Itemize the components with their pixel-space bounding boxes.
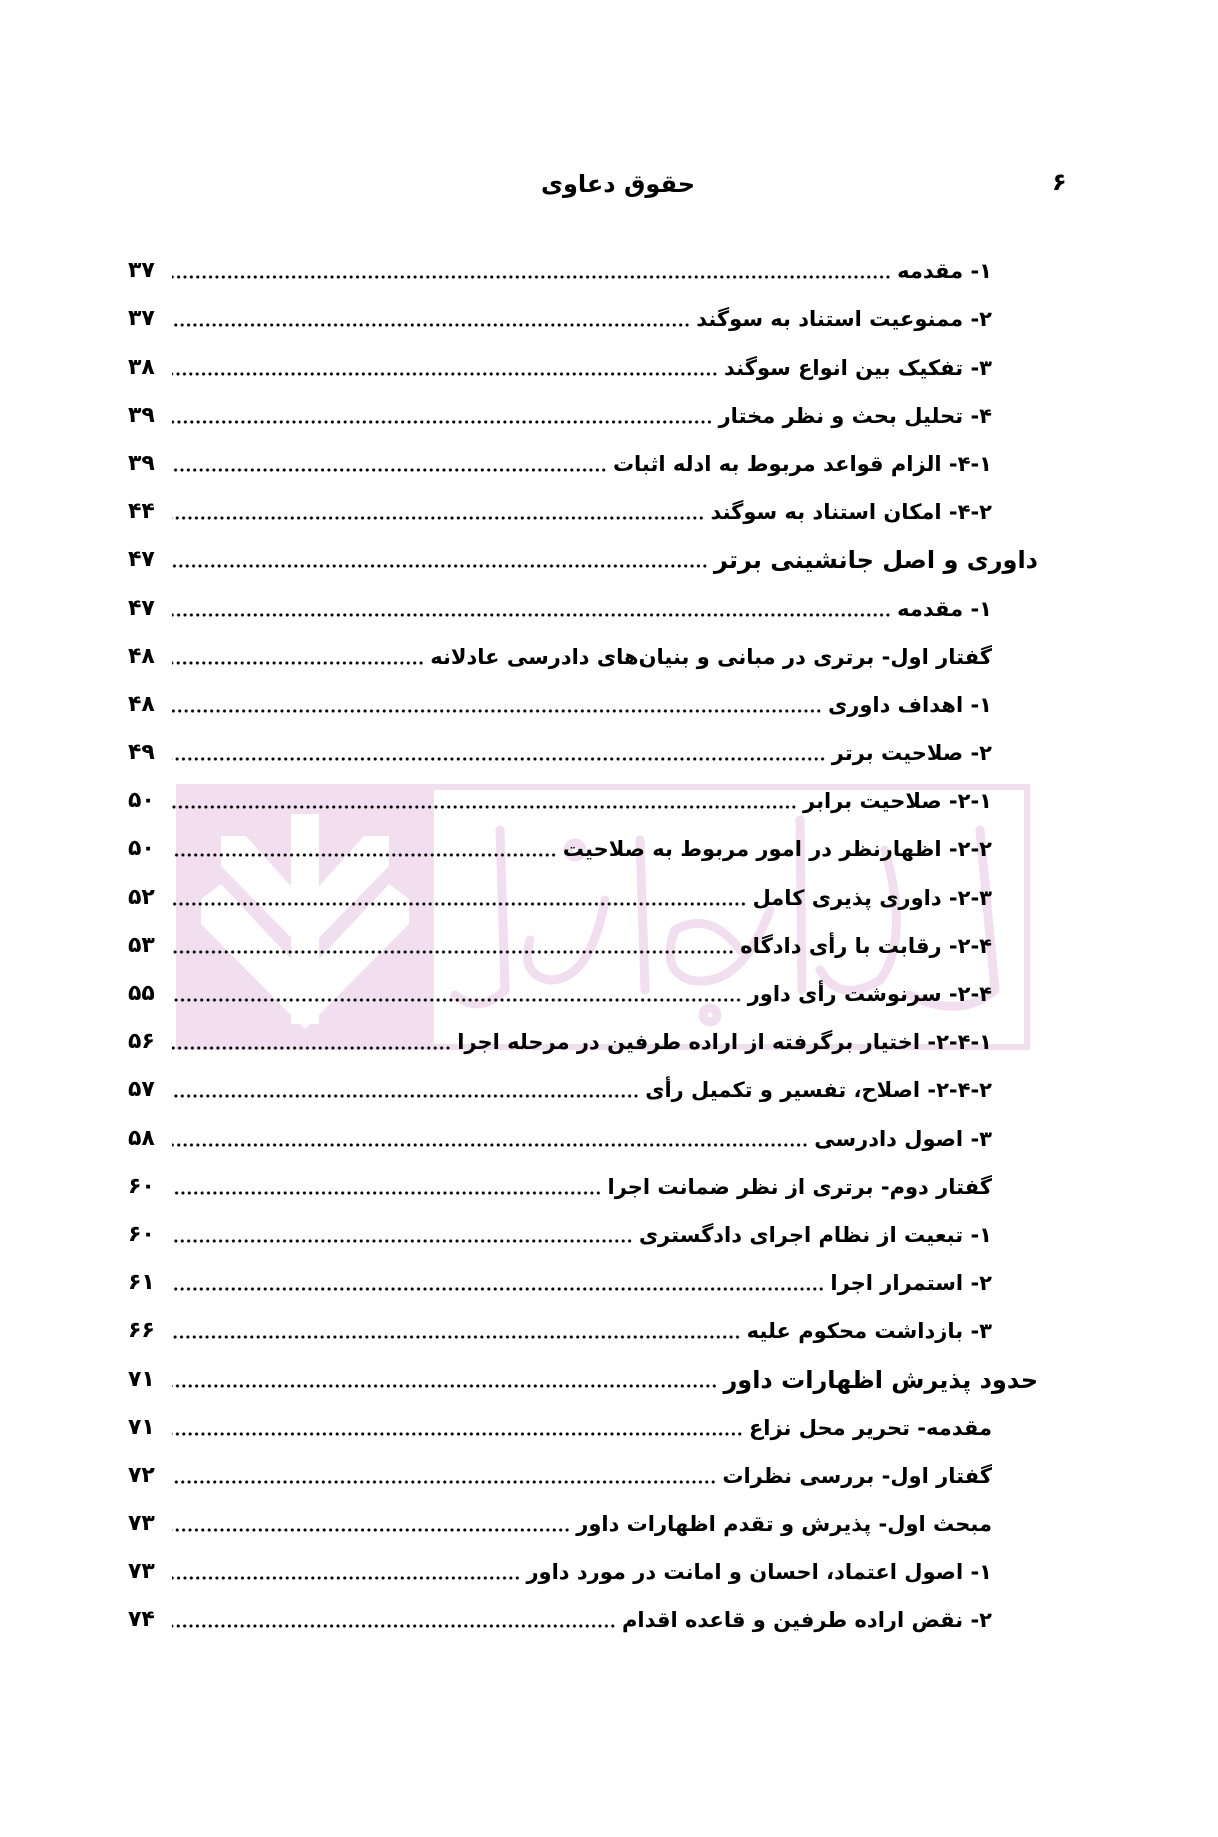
toc-entry bbox=[128, 334, 1038, 382]
toc-entry bbox=[128, 1057, 1038, 1105]
dot-leader bbox=[172, 804, 797, 810]
toc-entry-page: ۴۷ bbox=[128, 595, 155, 621]
dot-leader bbox=[172, 1431, 743, 1437]
toc-entry-title: گفتار اول- برتری در مبانی و بنیان‌های دادرسی عادلانه bbox=[430, 644, 992, 669]
toc-entry-page: ۵۲ bbox=[128, 884, 155, 910]
toc-entry bbox=[128, 575, 1038, 623]
toc-entry bbox=[128, 286, 1038, 334]
toc-entry-title: ۲-۳- داوری پذیری کامل bbox=[752, 885, 992, 910]
dot-leader bbox=[172, 1479, 716, 1485]
toc-entry-title: ۳- تفکیک بین انواع سوگند bbox=[724, 355, 992, 380]
toc-entry-page: ۵۳ bbox=[128, 932, 155, 958]
toc-entry-page: ۷۱ bbox=[128, 1366, 155, 1392]
table-of-contents bbox=[128, 238, 1038, 1635]
dot-leader bbox=[172, 563, 708, 569]
toc-entry-page: ۶۱ bbox=[128, 1270, 155, 1296]
dot-leader bbox=[172, 756, 826, 762]
toc-entry-title: گفتار اول- بررسی نظرات bbox=[722, 1463, 992, 1488]
dot-leader bbox=[172, 1575, 520, 1581]
toc-entry-page: ۵۷ bbox=[128, 1077, 155, 1103]
toc-entry-page: ۴۸ bbox=[128, 643, 155, 669]
toc-entry-title: ۴- تحلیل بحث و نظر مختار bbox=[718, 403, 992, 428]
toc-entry bbox=[128, 479, 1038, 527]
dot-leader bbox=[172, 1238, 633, 1244]
toc-entry-page: ۵۸ bbox=[128, 1125, 155, 1151]
toc-entry bbox=[128, 672, 1038, 720]
toc-entry bbox=[128, 238, 1038, 286]
toc-entry-page: ۳۷ bbox=[128, 258, 155, 284]
dot-leader bbox=[172, 419, 713, 425]
dot-leader bbox=[172, 997, 742, 1003]
toc-entry bbox=[128, 1250, 1038, 1298]
toc-entry-page: ۵۰ bbox=[128, 836, 155, 862]
toc-entry-page: ۳۸ bbox=[128, 354, 155, 380]
toc-entry-title: داوری و اصل جانشینی برتر bbox=[714, 546, 1038, 575]
toc-entry bbox=[128, 1202, 1038, 1250]
toc-entry bbox=[128, 1105, 1038, 1153]
toc-entry-page: ۵۰ bbox=[128, 788, 155, 814]
toc-entry bbox=[128, 816, 1038, 864]
dot-leader bbox=[172, 1286, 824, 1292]
toc-entry-title: ۲- نقض اراده طرفین و قاعده اقدام bbox=[621, 1608, 992, 1633]
toc-entry-title: ۳- بازداشت محکوم علیه bbox=[746, 1319, 992, 1344]
running-header-title: حقوق دعاوی bbox=[540, 170, 696, 198]
dot-leader bbox=[172, 708, 822, 714]
dot-leader bbox=[172, 660, 424, 666]
toc-entry-title: ۱- تبعیت از نظام اجرای دادگستری bbox=[638, 1222, 992, 1247]
toc-entry-title: ۱- مقدمه bbox=[897, 259, 992, 284]
toc-entry bbox=[128, 1009, 1038, 1057]
toc-entry-title: ۱- اصول اعتماد، احسان و امانت در مورد داور bbox=[526, 1560, 992, 1585]
toc-entry-page: ۳۹ bbox=[128, 450, 155, 476]
toc-entry-title: ۲-۴-۱- اختیار برگرفته از اراده طرفین در مرحله اجرا bbox=[457, 1030, 992, 1055]
toc-entry bbox=[128, 1539, 1038, 1587]
dot-leader bbox=[172, 1334, 741, 1340]
toc-entry bbox=[128, 431, 1038, 479]
dot-leader bbox=[172, 1527, 570, 1533]
dot-leader bbox=[172, 1623, 616, 1629]
toc-entry-page: ۷۴ bbox=[128, 1607, 155, 1633]
toc-entry-title: ۲- استمرار اجرا bbox=[830, 1271, 992, 1296]
toc-entry-title: گفتار دوم- برتری از نظر ضمانت اجرا bbox=[607, 1174, 992, 1199]
toc-entry-page: ۶۶ bbox=[128, 1318, 155, 1344]
dot-leader bbox=[172, 467, 607, 473]
dot-leader bbox=[172, 371, 718, 377]
dot-leader bbox=[172, 852, 557, 858]
dot-leader bbox=[172, 322, 690, 328]
toc-entry-title: ۲-۴-۲- اصلاح، تفسیر و تکمیل رأی bbox=[645, 1078, 992, 1103]
toc-entry-title: ۱- اهداف داوری bbox=[827, 692, 992, 717]
toc-entry-page: ۴۷ bbox=[128, 547, 155, 573]
toc-entry bbox=[128, 624, 1038, 672]
toc-entry bbox=[128, 720, 1038, 768]
toc-entry-page: ۷۳ bbox=[128, 1559, 155, 1585]
dot-leader bbox=[172, 515, 704, 521]
toc-entry-page: ۵۶ bbox=[128, 1029, 155, 1055]
toc-entry-title: ۴-۲- امکان استناد به سوگند bbox=[710, 500, 992, 525]
toc-entry bbox=[128, 1395, 1038, 1443]
toc-entry bbox=[128, 961, 1038, 1009]
toc-entry-page: ۷۲ bbox=[128, 1462, 155, 1488]
toc-entry-title: ۳- اصول دادرسی bbox=[814, 1126, 992, 1151]
toc-entry bbox=[128, 1443, 1038, 1491]
toc-chapter-entry bbox=[128, 527, 1038, 575]
dot-leader bbox=[172, 901, 747, 907]
toc-entry-page: ۶۰ bbox=[128, 1221, 155, 1247]
toc-entry-title: مبحث اول- پذیرش و تقدم اظهارات داور bbox=[576, 1512, 992, 1537]
toc-entry-page: ۵۵ bbox=[128, 981, 155, 1006]
dot-leader bbox=[172, 1190, 602, 1196]
dot-leader bbox=[172, 1142, 808, 1148]
toc-entry-title: ۲-۱- صلاحیت برابر bbox=[803, 789, 992, 814]
toc-entry bbox=[128, 1587, 1038, 1635]
toc-entry-page: ۷۱ bbox=[128, 1414, 155, 1440]
toc-entry-page: ۴۸ bbox=[128, 691, 155, 717]
toc-entry-title: ۱- مقدمه bbox=[897, 596, 992, 621]
toc-entry-title: ۲-۲- اظهارنظر در امور مربوط به صلاحیت bbox=[562, 837, 992, 862]
toc-entry bbox=[128, 768, 1038, 816]
dot-leader bbox=[172, 949, 734, 955]
toc-entry bbox=[128, 383, 1038, 431]
toc-entry bbox=[128, 913, 1038, 961]
toc-entry-page: ۳۷ bbox=[128, 306, 155, 332]
toc-entry bbox=[128, 1298, 1038, 1346]
toc-entry-page: ۴۹ bbox=[128, 740, 155, 766]
toc-entry-page: ۳۹ bbox=[128, 402, 155, 428]
toc-entry bbox=[128, 864, 1038, 912]
toc-entry bbox=[128, 1154, 1038, 1202]
toc-entry-title: حدود پذیرش اظهارات داور bbox=[723, 1365, 1038, 1394]
toc-entry bbox=[128, 1491, 1038, 1539]
toc-entry-title: ۲-۴- رقابت با رأی دادگاه bbox=[740, 933, 992, 958]
dot-leader bbox=[172, 1045, 451, 1051]
dot-leader bbox=[172, 274, 891, 280]
dot-leader bbox=[172, 612, 891, 618]
toc-entry-title: مقدمه- تحریر محل نزاع bbox=[748, 1415, 992, 1440]
dot-leader bbox=[172, 1383, 717, 1389]
toc-entry-title: ۲- ممنوعیت استناد به سوگند bbox=[696, 307, 992, 332]
dot-leader bbox=[172, 1093, 639, 1099]
toc-entry-page: ۴۴ bbox=[128, 499, 155, 525]
page-number: ۶ bbox=[1052, 168, 1067, 196]
toc-chapter-entry bbox=[128, 1346, 1038, 1394]
toc-entry-title: ۴-۱- الزام قواعد مربوط به ادله اثبات bbox=[612, 451, 992, 476]
toc-entry-title: ۲- صلاحیت برتر bbox=[831, 741, 992, 766]
toc-entry-page: ۶۰ bbox=[128, 1173, 155, 1199]
toc-entry-page: ۷۳ bbox=[128, 1511, 155, 1537]
toc-entry-title: ۲-۴- سرنوشت رأی داور bbox=[747, 982, 992, 1006]
